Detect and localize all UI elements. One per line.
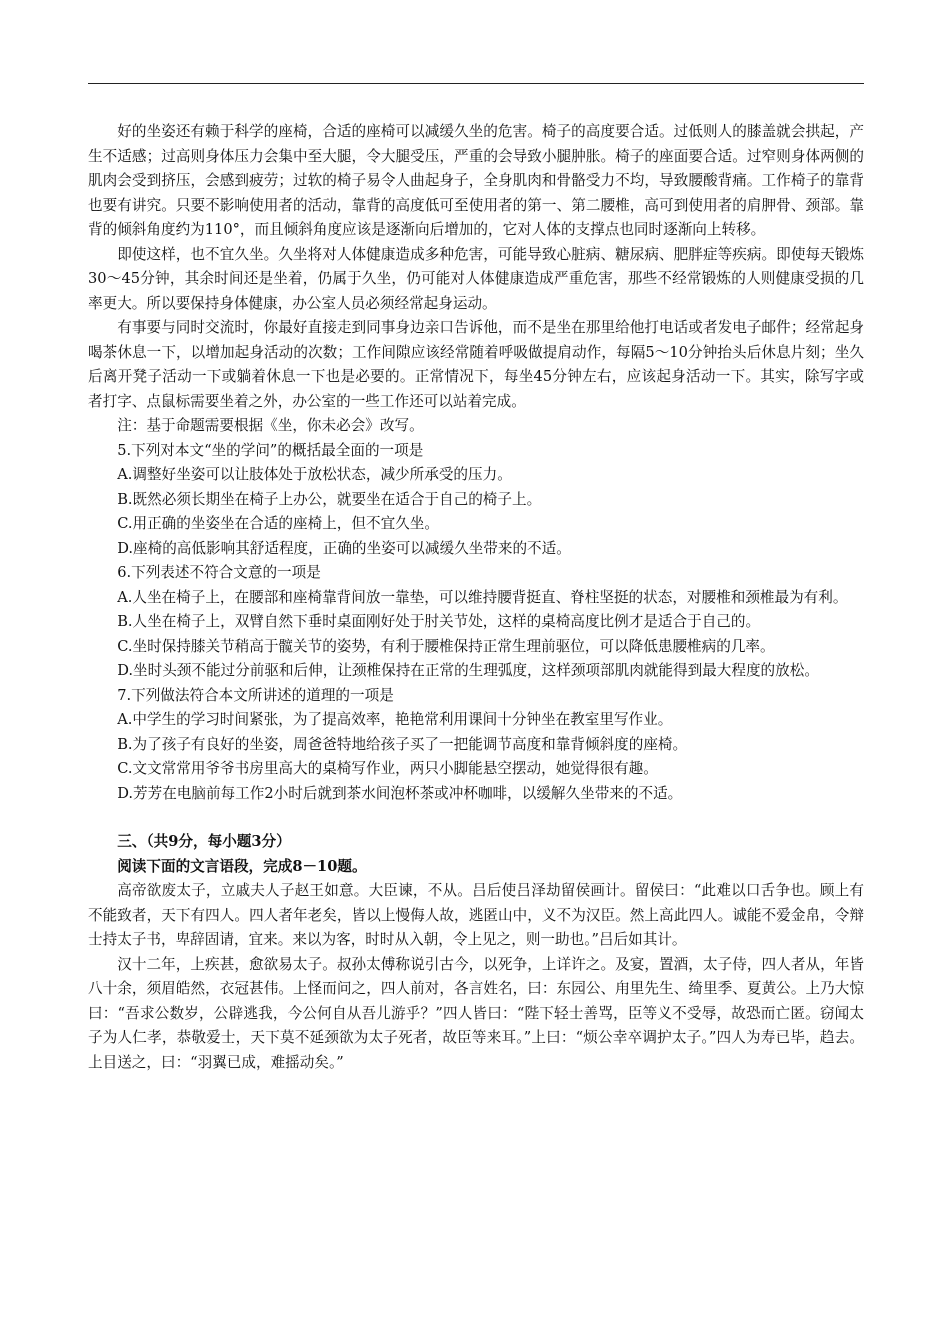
question-5-option-d: D.座椅的高低影响其舒适程度，正确的坐姿可以减缓久坐带来的不适。 (117, 539, 571, 557)
passage-paragraph: 好的坐姿还有赖于科学的座椅，合适的座椅可以减缓久坐的危害。椅子的高度要合适。过低则人的膝盖就会拱起，产生不适感；过高则身体压力会集中至大腿，令大腿受压，严重的会导致小腿肿胀。椅子的座面要合适。过窄则身体两侧的肌肉会受到挤压，会感到疲劳；过软的椅子易令人曲起身子，全身肌肉和骨骼受力不均，导致腰酸背痛。工作椅子的靠背也要有讲究。只要不影响使用者的活动，靠背的高度低可至使用者的第一、第二腰椎，高可到使用者的肩胛骨、颈部。靠背的倾斜角度约为110°，而且倾斜角度应该是逐渐向后增加的，它对人体的支撑点也同时逐渐向上转移。 (88, 123, 864, 238)
question-5-option-b: B.既然必须长期坐在椅子上办公，就要坐在适合于自己的椅子上。 (117, 490, 542, 508)
section-3-instruction: 阅读下面的文言语段，完成8－10题。 (117, 857, 367, 875)
question-6-option-a: A.人坐在椅子上，在腰部和座椅靠背间放一靠垫，可以维持腰背挺直、脊柱坚挺的状态，对腰椎和颈椎最为有利。 (117, 588, 848, 606)
question-7-stem: 7.下列做法符合本文所讲述的道理的一项是 (117, 686, 394, 704)
question-7-option-d: D.芳芳在电脑前每工作2小时后就到茶水间泡杯茶或冲杯咖啡，以缓解久坐带来的不适。 (117, 784, 683, 802)
question-7-option-a: A.中学生的学习时间紧张，为了提高效率，艳艳常利用课间十分钟坐在教室里写作业。 (117, 711, 673, 728)
question-5-stem: 5.下列对本文“坐的学问”的概括最全面的一项是 (117, 441, 424, 459)
document-content (88, 120, 864, 1075)
question-7-option-b: B.为了孩子有良好的坐姿，周爸爸特地给孩子买了一把能调节高度和靠背倾斜度的座椅。 (117, 735, 688, 753)
section-3-heading: 三、（共9分，每小题3分） (117, 833, 291, 850)
passage-paragraph: 即使这样，也不宜久坐。久坐将对人体健康造成多种危害，可能导致心脏病、糖尿病、肥胖症等疾病。即使每天锻炼30～45分钟，其余时间还是坐着，仍属于久坐，仍可能对人体健康造成严重危害，那些不经常锻炼的人则健康受损的几率更大。所以要保持身体健康，办公室人员必须经常起身运动。 (88, 245, 864, 312)
classical-paragraph: 高帝欲废太子，立戚夫人子赵王如意。大臣谏，不从。吕后使吕泽劫留侯画计。留侯曰：“此难以口舌争也。顾上有不能致者，天下有四人。四人者年老矣，皆以上慢侮人故，逃匿山中，义不为汉臣。然上高此四人。诚能不爱金帛，令辩士持太子书，卑辞固请，宜来。来以为客，时时从入朝，令上见之，则一助也。”吕后如其计。 (88, 882, 864, 948)
header-rule (88, 83, 864, 84)
question-5-option-c: C.用正确的坐姿坐在合适的座椅上，但不宜久坐。 (117, 515, 439, 532)
section-gap (88, 806, 864, 830)
question-7-option-c: C.文文常常用爷爷书房里高大的桌椅写作业，两只小脚能悬空摆动，她觉得很有趣。 (117, 760, 658, 777)
document-page (88, 0, 864, 1344)
question-6-option-c: C.坐时保持膝关节稍高于髋关节的姿势，有利于腰椎保持正常生理前驱位，可以降低患腰椎病的几率。 (117, 637, 775, 655)
question-6-stem: 6.下列表述不符合文意的一项是 (117, 564, 321, 581)
passage-paragraph: 有事要与同时交流时，你最好直接走到同事身边亲口告诉他，而不是坐在那里给他打电话或者发电子邮件；经常起身喝茶休息一下，以增加起身活动的次数；工作间隙应该经常随着呼吸做提肩动作，每隔5～10分钟抬头后休息片刻；坐久后离开凳子活动一下或躺着休息一下也是必要的。正常情况下，每坐45分钟左右，应该起身活动一下。其实，除写字或者打字、点鼠标需要坐着之外，办公室的一些工作还可以站着完成。 (88, 319, 864, 410)
question-6-option-b: B.人坐在椅子上，双臂自然下垂时桌面刚好处于肘关节处，这样的桌椅高度比例才是适合于自己的。 (117, 613, 761, 630)
question-6-option-d: D.坐时头颈不能过分前驱和后伸，让颈椎保持在正常的生理弧度，这样颈项部肌肉就能得到最大程度的放松。 (117, 662, 819, 679)
source-note: 注：基于命题需要根据《坐，你未必会》改写。 (117, 417, 424, 434)
classical-paragraph: 汉十二年，上疾甚，愈欲易太子。叔孙太傅称说引古今，以死争，上详许之。及宴，置酒，太子侍，四人者从，年皆八十余，须眉皓然，衣冠甚伟。上怪而问之，四人前对，各言姓名，曰：东园公、甪里先生、绮里季、夏黄公。上乃大惊曰：“吾求公数岁，公辟逃我，今公何自从吾儿游乎？”四人皆曰：“陛下轻士善骂，臣等义不受辱，故恐而亡匿。窃闻太子为人仁孝，恭敬爱士，天下莫不延颈欲为太子死者，故臣等来耳。”上曰：“烦公幸卒调护太子。”四人为寿已毕，趋去。上目送之，曰：“羽翼已成，难摇动矣。” (88, 955, 864, 1071)
question-5-option-a: A.调整好坐姿可以让肢体处于放松状态，减少所承受的压力。 (117, 466, 512, 483)
